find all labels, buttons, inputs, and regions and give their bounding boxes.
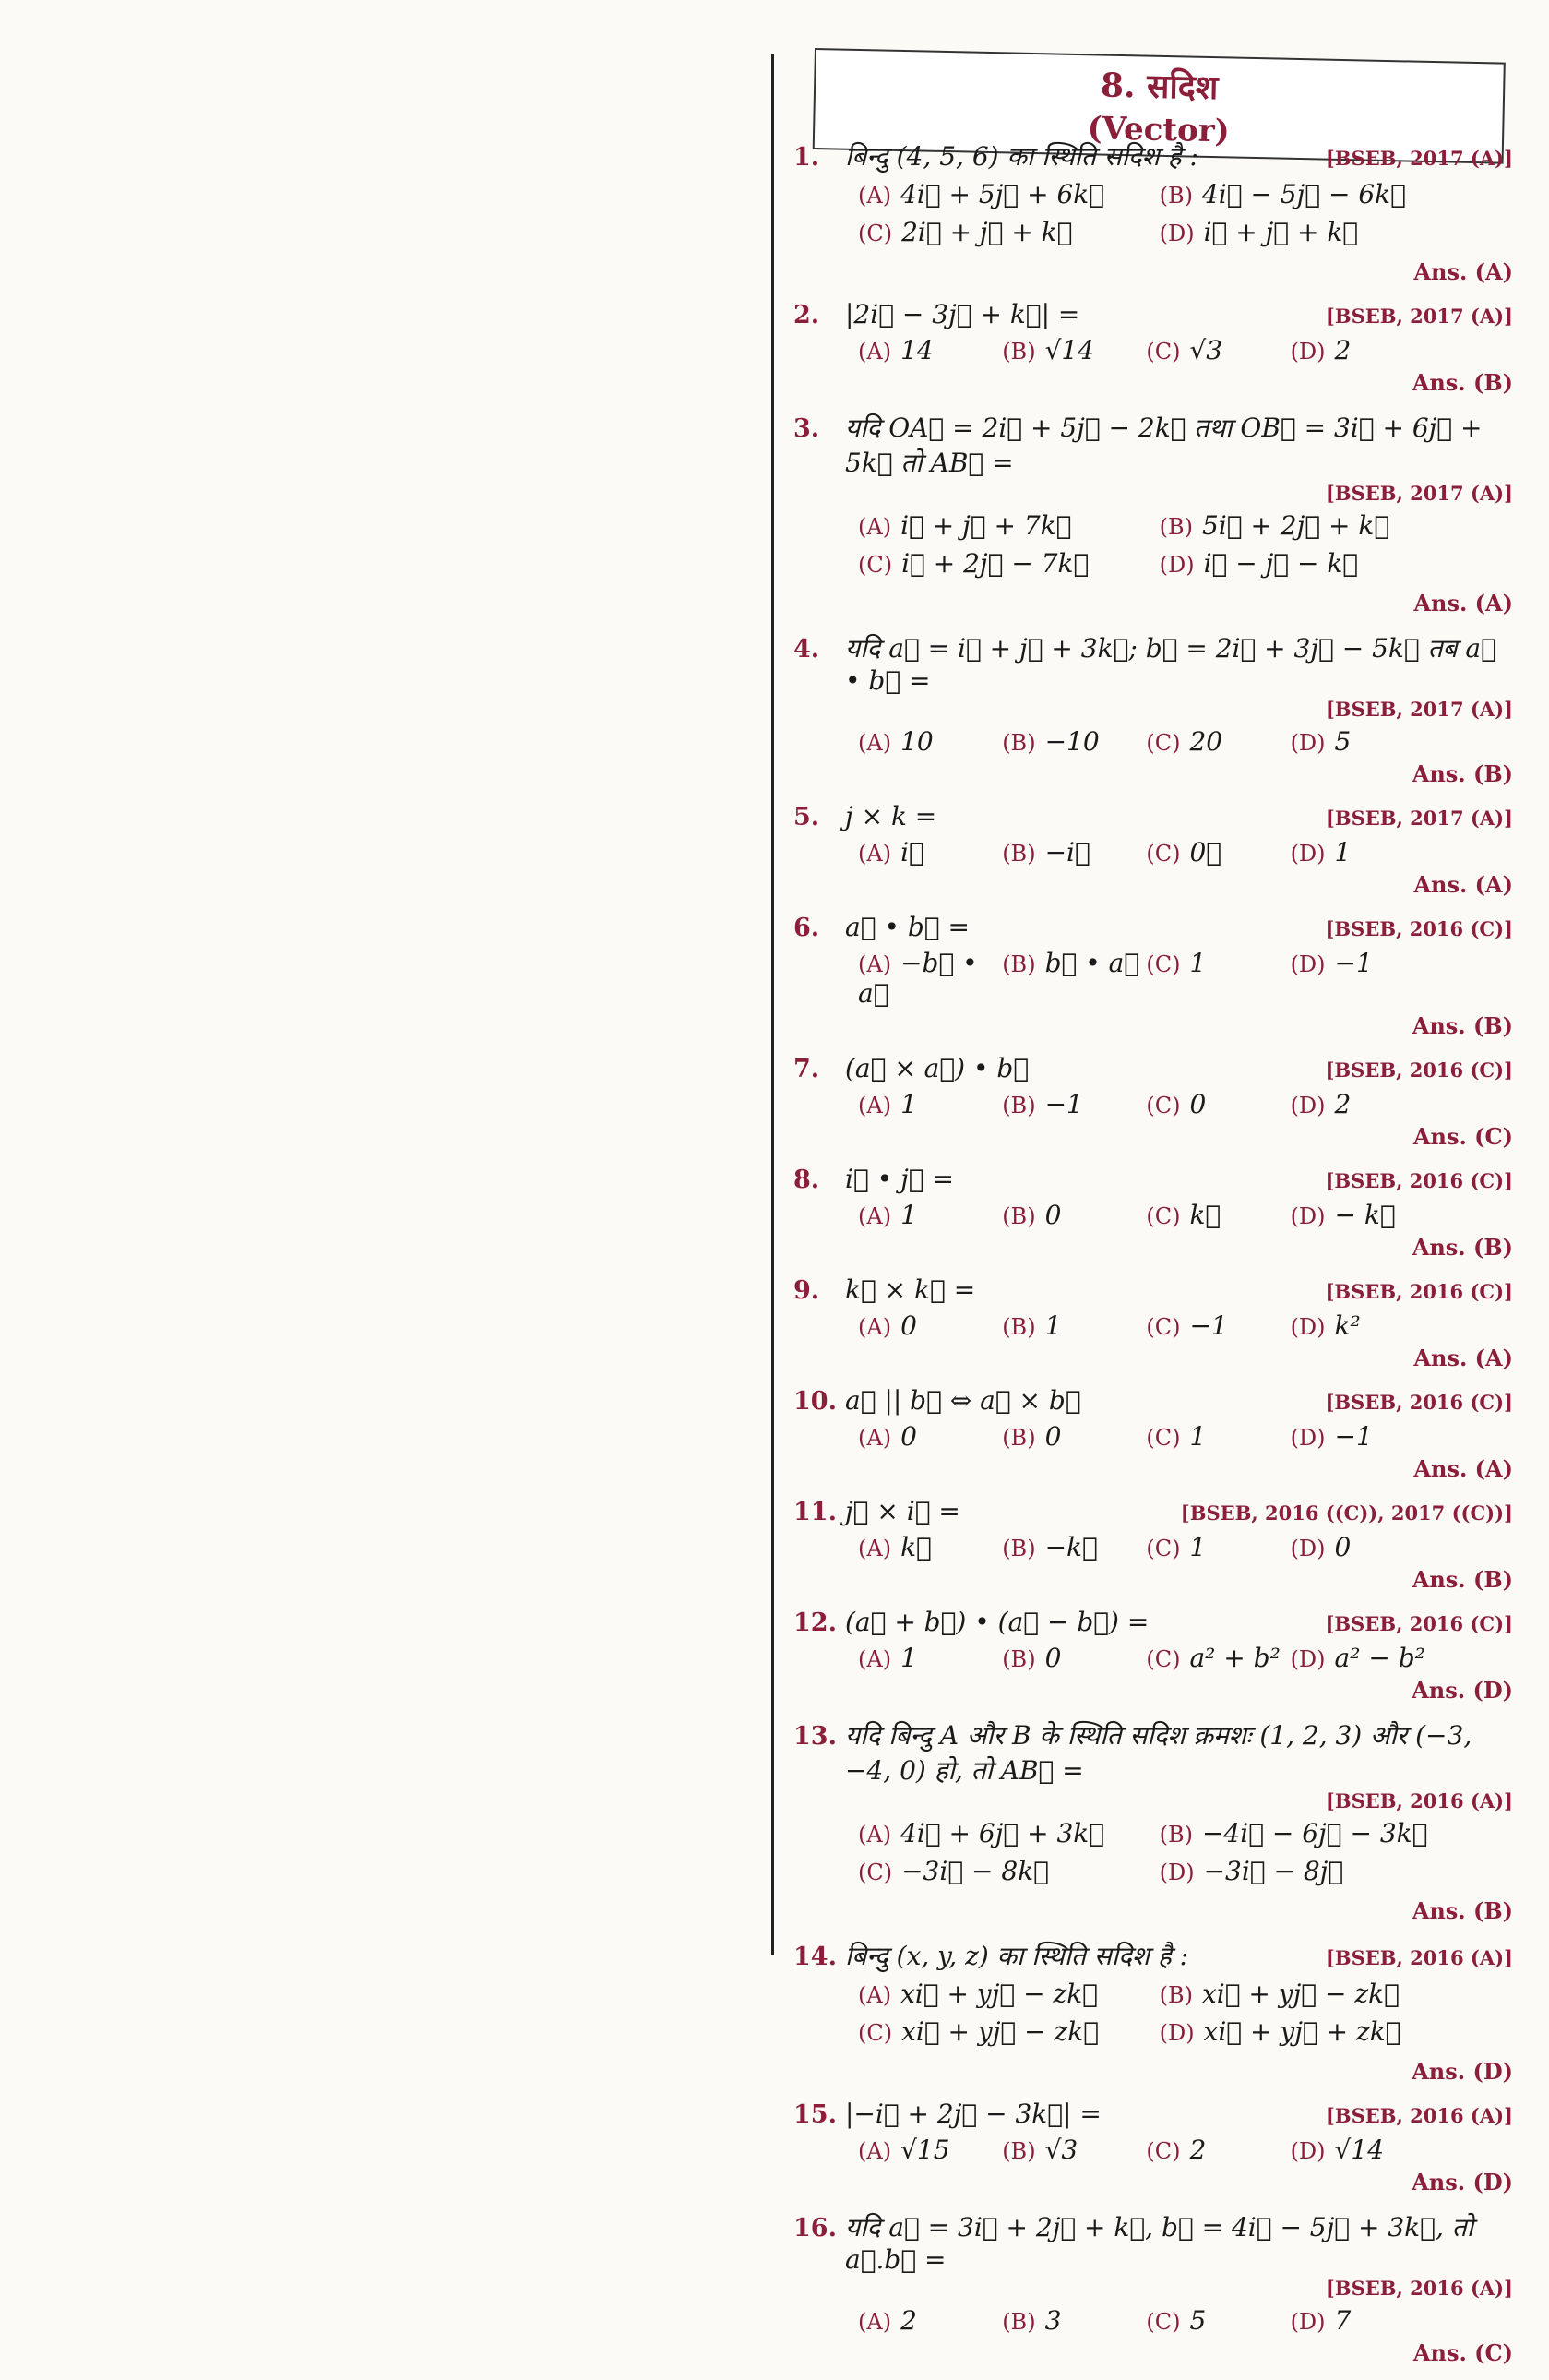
option-label: (C)	[1146, 841, 1181, 867]
option-c	[1146, 1089, 1290, 1119]
option-d	[1291, 948, 1435, 1009]
option-label: (C)	[1146, 2309, 1181, 2335]
option-text: i⃗ − j⃗ − k⃗	[1203, 548, 1359, 579]
option-label: (D)	[1159, 552, 1195, 578]
options	[793, 1200, 1513, 1261]
option-text: −1	[1044, 1089, 1083, 1119]
option-text: 2	[1189, 2135, 1207, 2165]
option-c	[1146, 1421, 1290, 1452]
question	[793, 1607, 1513, 1704]
answer: Ans. (D)	[1412, 1677, 1513, 1704]
option-text: −1	[1334, 948, 1373, 978]
option-text: √3	[1189, 335, 1223, 365]
option-text: −1	[1189, 1310, 1228, 1341]
answer: Ans. (A)	[1413, 590, 1513, 616]
option-text: 5	[1189, 2305, 1207, 2336]
option-label: (C)	[858, 552, 893, 578]
option-text: 4i⃗ + 5j⃗ + 6k⃗	[900, 179, 1105, 209]
option-label: (A)	[858, 730, 892, 756]
options	[793, 1532, 1513, 1593]
option-text: 0	[1334, 1532, 1352, 1562]
option-a	[858, 2305, 1002, 2336]
option-d	[1160, 548, 1461, 579]
option-label: (B)	[1002, 1093, 1036, 1118]
option-d	[1291, 837, 1435, 867]
question-number: 9.	[793, 1276, 820, 1305]
option-text: 3	[1044, 2305, 1062, 2336]
option-text: a² + b²	[1189, 1643, 1281, 1673]
options	[793, 1643, 1513, 1704]
option-label: (B)	[1002, 1203, 1036, 1229]
chapter-subtitle: (Vector)	[1087, 110, 1231, 150]
question-source: [BSEB, 2017 (A)]	[1325, 482, 1513, 505]
options	[793, 837, 1513, 898]
answer: Ans. (B)	[1412, 1012, 1513, 1039]
option-label: (D)	[1290, 1646, 1326, 1672]
option-a	[858, 179, 1160, 209]
option-label: (C)	[1146, 1093, 1181, 1118]
option-text: xi⃗ + yj⃗ + zk⃗	[1203, 2016, 1401, 2047]
option-text: 0	[1044, 1643, 1062, 1673]
option-c	[1146, 2305, 1290, 2336]
question-number: 2.	[793, 301, 820, 329]
option-text: 0	[900, 1310, 917, 1341]
option-label: (D)	[1290, 2309, 1326, 2335]
option-c	[1146, 1310, 1290, 1341]
question-text: a⃗ • b⃗ =	[845, 912, 970, 942]
option-c	[1146, 726, 1290, 757]
option-c	[1146, 1200, 1290, 1230]
options	[793, 1818, 1513, 1924]
question-text: यदि a⃗ = i⃗ + j⃗ + 3k⃗; b⃗ = 2i⃗ + 3j⃗ − 5k⃗ तब a⃗ • b⃗ =	[845, 633, 1496, 696]
answer: Ans. (C)	[1412, 2339, 1513, 2366]
option-label: (C)	[1146, 951, 1181, 977]
option-text: −1	[1334, 1421, 1373, 1452]
option-b	[1002, 1532, 1146, 1562]
option-label: (B)	[1002, 339, 1036, 365]
option-text: 2	[1334, 1089, 1352, 1119]
question-text: बिन्दु (4, 5, 6) का स्थिति सदिश है :	[845, 141, 1198, 172]
question-text: (a⃗ × a⃗) • b⃗	[845, 1053, 1030, 1083]
option-text: 4i⃗ + 6j⃗ + 3k⃗	[900, 1818, 1105, 1848]
answer: Ans. (A)	[1413, 871, 1513, 898]
option-text: xi⃗ + yj⃗ − zk⃗	[901, 2016, 1099, 2047]
option-text: 20	[1189, 726, 1223, 757]
option-text: −3i⃗ − 8k⃗	[901, 1856, 1049, 1886]
option-text: −3i⃗ − 8j⃗	[1203, 1856, 1344, 1886]
option-label: (C)	[1146, 339, 1181, 365]
option-text: i⃗	[900, 837, 924, 867]
option-label: (C)	[1146, 1203, 1181, 1229]
option-text: 1	[1189, 1532, 1207, 1562]
option-a	[858, 1643, 1002, 1673]
option-text: √15	[900, 2135, 950, 2165]
question	[793, 912, 1513, 1039]
option-text: 4i⃗ − 5j⃗ − 6k⃗	[1201, 179, 1406, 209]
option-label: (A)	[858, 2309, 892, 2335]
option-label: (A)	[858, 951, 892, 977]
option-text: k⃗	[900, 1532, 932, 1562]
question-text: |−i⃗ + 2j⃗ − 3k⃗| =	[845, 2099, 1102, 2129]
question-text: यदि a⃗ = 3i⃗ + 2j⃗ + k⃗, b⃗ = 4i⃗ − 5j⃗ + 3k⃗, तो a⃗.b⃗ =	[845, 2212, 1473, 2275]
question-number: 7.	[793, 1055, 820, 1083]
option-a	[858, 1089, 1002, 1119]
question	[793, 1717, 1513, 1924]
option-label: (D)	[1290, 1093, 1326, 1118]
option-text: 2	[900, 2305, 917, 2336]
answer: Ans. (B)	[1412, 760, 1513, 787]
option-label: (A)	[858, 514, 892, 540]
option-label: (B)	[1159, 1982, 1193, 2008]
option-label: (D)	[1159, 2020, 1195, 2046]
option-a	[858, 1818, 1160, 1848]
option-label: (D)	[1290, 1425, 1326, 1451]
option-text: 0	[900, 1421, 917, 1452]
question-source: [BSEB, 2016 (A)]	[1325, 1946, 1513, 1969]
option-b	[1002, 1089, 1146, 1119]
option-c	[1146, 1643, 1290, 1673]
option-label: (B)	[1002, 1314, 1036, 1340]
option-label: (B)	[1002, 2138, 1036, 2164]
question	[793, 1938, 1513, 2085]
option-d	[1291, 1421, 1435, 1452]
option-a	[858, 726, 1002, 757]
option-c	[858, 548, 1160, 579]
option-text: 0	[1189, 1089, 1207, 1119]
option-b	[1002, 726, 1146, 757]
option-label: (A)	[858, 1093, 892, 1118]
option-label: (A)	[858, 1822, 892, 1848]
option-label: (A)	[858, 841, 892, 867]
option-label: (C)	[858, 221, 893, 246]
question-number: 12.	[793, 1609, 837, 1637]
question-text: बिन्दु (x, y, z) का स्थिति सदिश है :	[845, 1941, 1189, 1971]
answer: Ans. (B)	[1412, 1897, 1513, 1924]
option-text: xi⃗ + yj⃗ − zk⃗	[1201, 1979, 1400, 2009]
option-text: i⃗ + 2j⃗ − 7k⃗	[901, 548, 1090, 579]
option-label: (C)	[858, 1860, 893, 1885]
option-text: k²	[1334, 1310, 1361, 1341]
question-source: [BSEB, 2017 (A)]	[1325, 807, 1513, 830]
question-number: 1.	[793, 143, 820, 172]
question-source: [BSEB, 2016 (A)]	[1325, 2277, 1513, 2300]
answer: Ans. (A)	[1413, 1455, 1513, 1482]
question-source: [BSEB, 2016 (C)]	[1325, 1391, 1513, 1414]
option-label: (C)	[1146, 1314, 1181, 1340]
option-text: xi⃗ + yj⃗ − zk⃗	[900, 1979, 1098, 2009]
options	[793, 179, 1513, 285]
question-source: [BSEB, 2017 (A)]	[1325, 147, 1513, 170]
option-c	[1146, 837, 1290, 867]
question-source: [BSEB, 2017 (A)]	[1325, 305, 1513, 328]
option-text: −10	[1044, 726, 1100, 757]
option-label: (D)	[1290, 1203, 1326, 1229]
column-divider	[771, 54, 774, 1955]
option-a	[858, 1421, 1002, 1452]
option-b	[1002, 1310, 1146, 1341]
question-source: [BSEB, 2017 (A)]	[1325, 698, 1513, 721]
question-list	[793, 138, 1513, 2380]
option-b	[1002, 837, 1146, 867]
option-label: (A)	[858, 183, 892, 209]
options	[793, 1089, 1513, 1150]
question-source: [BSEB, 2016 (A)]	[1325, 1789, 1513, 1812]
options	[793, 335, 1513, 396]
option-label: (C)	[1146, 730, 1181, 756]
question	[793, 1385, 1513, 1482]
option-label: (B)	[1002, 1425, 1036, 1451]
option-text: 1	[1189, 1421, 1207, 1452]
option-text: − k⃗	[1334, 1200, 1396, 1230]
option-b	[1002, 1200, 1146, 1230]
option-text: i⃗ + j⃗ + 7k⃗	[900, 510, 1072, 541]
option-c	[858, 2016, 1160, 2047]
options	[793, 948, 1513, 1039]
option-label: (A)	[858, 1203, 892, 1229]
option-text: 1	[1189, 948, 1207, 978]
question-source: [BSEB, 2016 (C)]	[1325, 917, 1513, 940]
option-a	[858, 2135, 1002, 2165]
option-text: 1	[900, 1643, 917, 1673]
options	[793, 1310, 1513, 1371]
options	[793, 726, 1513, 787]
question	[793, 1496, 1513, 1593]
option-text: 1	[1044, 1310, 1062, 1341]
option-d	[1291, 1310, 1435, 1341]
question-text: j × k =	[845, 801, 937, 831]
option-label: (B)	[1002, 2309, 1036, 2335]
chapter-title: 8. सदिश	[1100, 66, 1219, 108]
option-label: (B)	[1159, 514, 1193, 540]
question-text: यदि बिन्दु A और B के स्थिति सदिश क्रमशः (1, 2, 3) और (−3, −4, 0) हो, तो AB⃗ =	[845, 1720, 1472, 1786]
option-label: (C)	[1146, 1646, 1181, 1672]
option-d	[1291, 1089, 1435, 1119]
question-number: 3.	[793, 414, 820, 443]
option-label: (D)	[1290, 2138, 1326, 2164]
options	[793, 1979, 1513, 2085]
option-text: −k⃗	[1044, 1532, 1098, 1562]
question-number: 13.	[793, 1722, 837, 1751]
option-label: (D)	[1290, 730, 1326, 756]
option-label: (B)	[1159, 183, 1193, 209]
answer: Ans. (B)	[1412, 1566, 1513, 1593]
option-text: 0	[1044, 1421, 1062, 1452]
option-text: √14	[1044, 335, 1095, 365]
question-source: [BSEB, 2016 (C)]	[1325, 1280, 1513, 1303]
option-text: 5	[1334, 726, 1352, 757]
answer: Ans. (C)	[1412, 1123, 1513, 1150]
question-number: 14.	[793, 1943, 837, 1971]
options	[793, 2135, 1513, 2195]
option-c	[858, 1856, 1160, 1886]
question-source: [BSEB, 2016 ((C)), 2017 ((C))]	[1180, 1501, 1513, 1525]
question	[793, 2099, 1513, 2195]
option-text: 1	[1334, 837, 1352, 867]
option-b	[1002, 335, 1146, 365]
option-label: (C)	[1146, 1425, 1181, 1451]
option-a	[858, 510, 1160, 541]
option-d	[1291, 2305, 1435, 2336]
question-number: 15.	[793, 2100, 837, 2129]
question-source: [BSEB, 2016 (C)]	[1325, 1612, 1513, 1635]
option-label: (C)	[858, 2020, 893, 2046]
option-label: (A)	[858, 1314, 892, 1340]
answer: Ans. (A)	[1413, 258, 1513, 285]
question-number: 8.	[793, 1166, 820, 1194]
option-b	[1002, 948, 1146, 1009]
question	[793, 1164, 1513, 1261]
option-b	[1160, 510, 1461, 541]
question	[793, 299, 1513, 396]
options	[793, 1421, 1513, 1482]
question	[793, 138, 1513, 285]
option-d	[1291, 1532, 1435, 1562]
option-text: 10	[900, 726, 934, 757]
option-text: a² − b²	[1334, 1643, 1425, 1673]
option-d	[1291, 1200, 1435, 1230]
option-b	[1002, 1421, 1146, 1452]
option-label: (B)	[1002, 730, 1036, 756]
option-label: (D)	[1290, 951, 1326, 977]
question-source: [BSEB, 2016 (C)]	[1325, 1058, 1513, 1082]
option-b	[1160, 1979, 1461, 2009]
option-text: 2	[1334, 335, 1352, 365]
answer: Ans. (B)	[1412, 369, 1513, 396]
option-text: √14	[1334, 2135, 1385, 2165]
option-text: k⃗	[1189, 1200, 1221, 1230]
question-text: यदि OA⃗ = 2i⃗ + 5j⃗ − 2k⃗ तथा OB⃗ = 3i⃗ + 6j⃗ + 5k⃗ तो AB⃗ =	[845, 413, 1483, 478]
option-label: (C)	[1146, 2138, 1181, 2164]
option-label: (D)	[1159, 221, 1195, 246]
option-b	[1002, 2305, 1146, 2336]
question-text: i⃗ • j⃗ =	[845, 1164, 954, 1194]
option-d	[1291, 335, 1435, 365]
option-text: 1	[900, 1200, 917, 1230]
option-label: (D)	[1290, 1536, 1326, 1561]
option-a	[858, 1310, 1002, 1341]
option-text: √3	[1044, 2135, 1078, 2165]
question-source: [BSEB, 2016 (A)]	[1325, 2104, 1513, 2127]
option-label: (B)	[1002, 1536, 1036, 1561]
option-text: 2i⃗ + j⃗ + k⃗	[901, 217, 1073, 247]
option-text: 1	[900, 1089, 917, 1119]
option-a	[858, 837, 1002, 867]
option-text: i⃗ + j⃗ + k⃗	[1203, 217, 1359, 247]
question-text: a⃗ || b⃗ ⇔ a⃗ × b⃗	[845, 1385, 1081, 1416]
option-text: 5i⃗ + 2j⃗ + k⃗	[1201, 510, 1390, 541]
option-b	[1160, 1818, 1461, 1848]
options	[793, 2305, 1513, 2366]
question	[793, 2209, 1513, 2366]
question-number: 4.	[793, 635, 820, 664]
option-d	[1160, 2016, 1461, 2047]
option-label: (D)	[1290, 1314, 1326, 1340]
question-number: 5.	[793, 803, 820, 831]
option-label: (A)	[858, 1646, 892, 1672]
option-text: −4i⃗ − 6j⃗ − 3k⃗	[1201, 1818, 1428, 1848]
option-b	[1160, 179, 1461, 209]
option-label: (C)	[1146, 1536, 1181, 1561]
option-label: (A)	[858, 339, 892, 365]
option-text: b⃗ • a⃗	[1044, 948, 1140, 978]
option-b	[1002, 2135, 1146, 2165]
question-number: 6.	[793, 914, 820, 942]
option-text: 7	[1334, 2305, 1352, 2336]
option-label: (A)	[858, 2138, 892, 2164]
option-text: −b⃗ • a⃗	[858, 948, 978, 1009]
option-d	[1291, 2135, 1435, 2165]
option-label: (D)	[1290, 339, 1326, 365]
option-text: 0⃗	[1189, 837, 1222, 867]
option-c	[1146, 948, 1290, 1009]
question	[793, 410, 1513, 616]
answer: Ans. (B)	[1412, 1234, 1513, 1261]
option-label: (A)	[858, 1425, 892, 1451]
option-label: (D)	[1290, 841, 1326, 867]
question-source: [BSEB, 2016 (C)]	[1325, 1169, 1513, 1192]
question-text: (a⃗ + b⃗) • (a⃗ − b⃗) =	[845, 1607, 1150, 1637]
option-c	[1146, 2135, 1290, 2165]
option-d	[1291, 1643, 1435, 1673]
option-text: −i⃗	[1044, 837, 1090, 867]
answer: Ans. (D)	[1412, 2169, 1513, 2195]
question-number: 11.	[793, 1498, 837, 1526]
question-text: |2i⃗ − 3j⃗ + k⃗| =	[845, 299, 1080, 329]
answer: Ans. (D)	[1412, 2058, 1513, 2085]
option-text: 0	[1044, 1200, 1062, 1230]
option-label: (A)	[858, 1982, 892, 2008]
option-a	[858, 1532, 1002, 1562]
question	[793, 1053, 1513, 1150]
option-c	[1146, 335, 1290, 365]
option-label: (B)	[1159, 1822, 1193, 1848]
question-text: k⃗ × k⃗ =	[845, 1274, 976, 1305]
option-a	[858, 335, 1002, 365]
option-label: (B)	[1002, 841, 1036, 867]
option-a	[858, 1979, 1160, 2009]
options	[793, 510, 1513, 616]
option-c	[858, 217, 1160, 247]
option-d	[1291, 726, 1435, 757]
option-d	[1160, 1856, 1461, 1886]
option-label: (A)	[858, 1536, 892, 1561]
option-c	[1146, 1532, 1290, 1562]
question	[793, 1274, 1513, 1371]
option-label: (B)	[1002, 951, 1036, 977]
option-text: 14	[900, 335, 934, 365]
option-label: (B)	[1002, 1646, 1036, 1672]
option-b	[1002, 1643, 1146, 1673]
question	[793, 801, 1513, 898]
question	[793, 630, 1513, 787]
question-text: j⃗ × i⃗ =	[845, 1496, 960, 1526]
option-a	[858, 948, 1002, 1009]
answer: Ans. (A)	[1413, 1345, 1513, 1371]
option-label: (D)	[1159, 1860, 1195, 1885]
option-a	[858, 1200, 1002, 1230]
option-d	[1160, 217, 1461, 247]
question-number: 10.	[793, 1387, 837, 1416]
question-number: 16.	[793, 2214, 837, 2242]
